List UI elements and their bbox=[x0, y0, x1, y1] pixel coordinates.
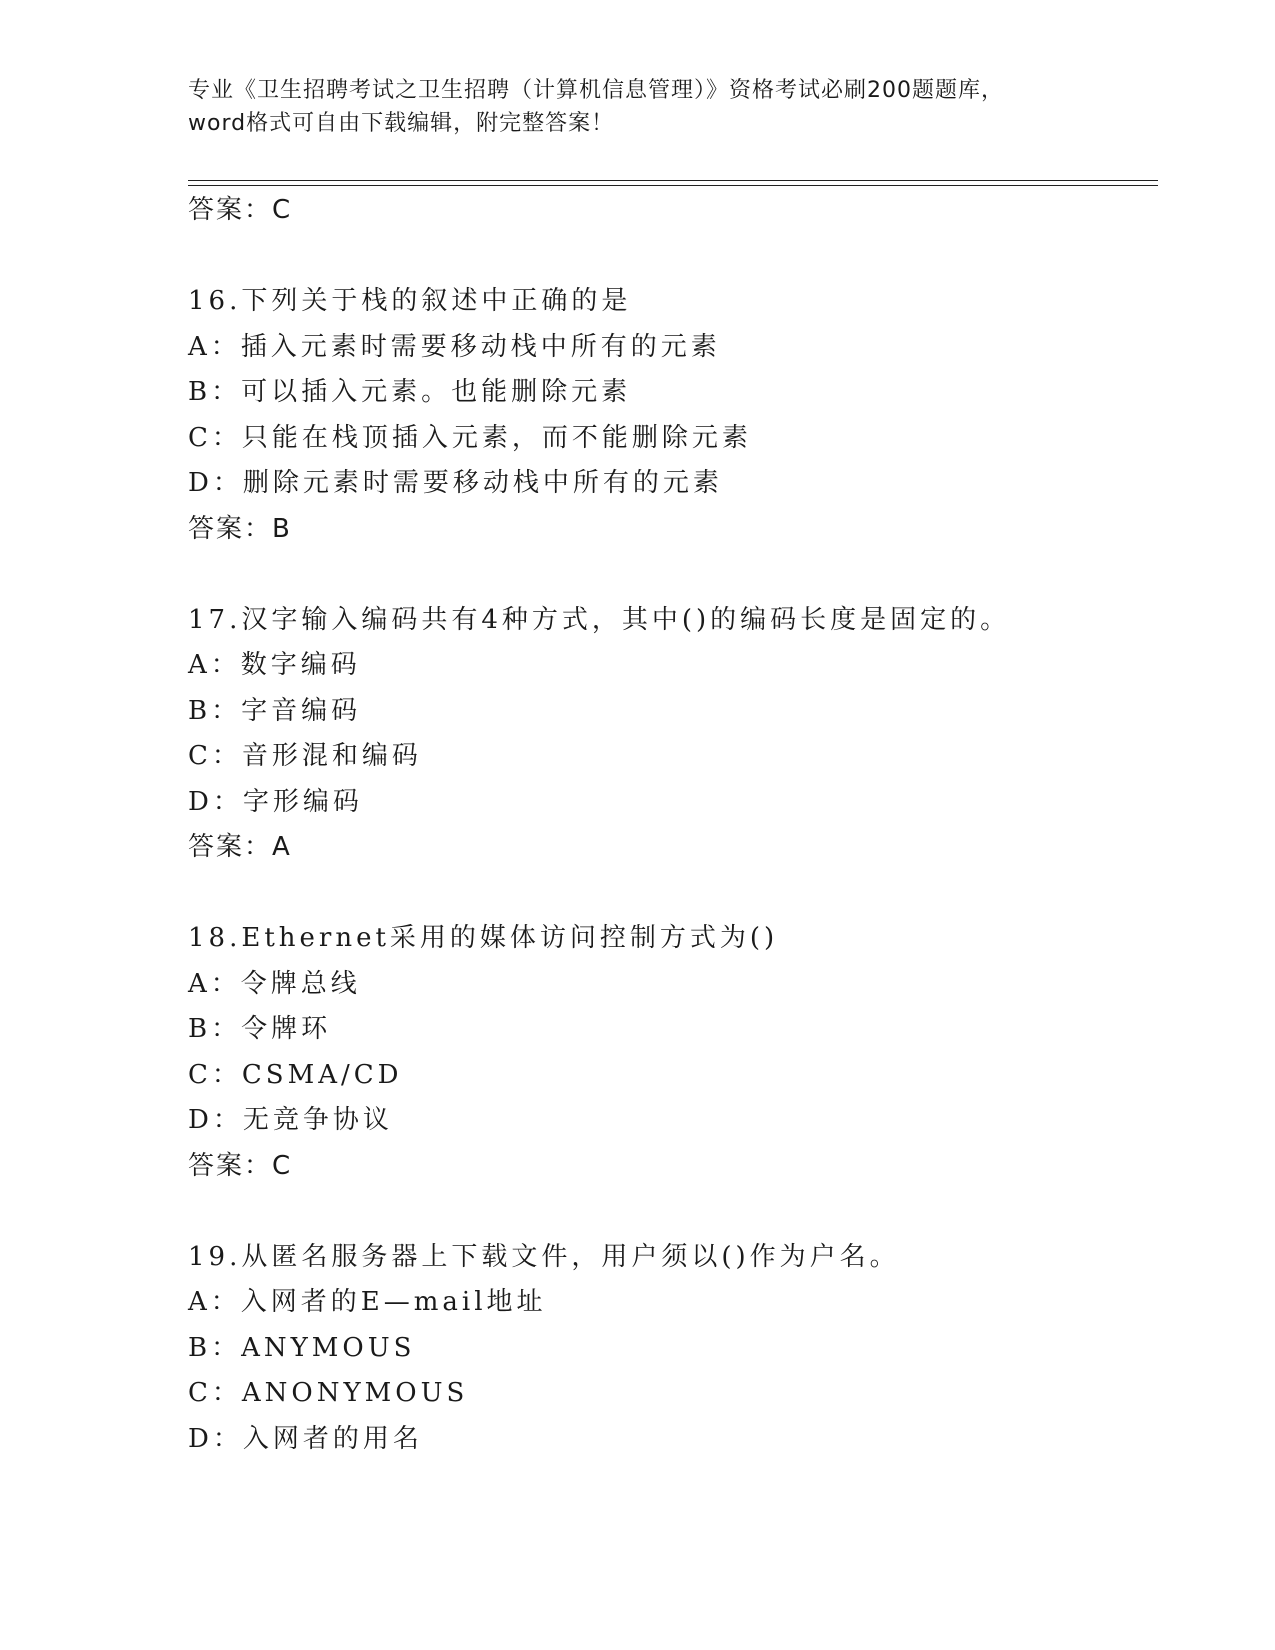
option-a: A：数字编码 bbox=[188, 650, 361, 680]
spacer bbox=[188, 1189, 1148, 1235]
spacer bbox=[188, 234, 1148, 280]
document-header bbox=[188, 74, 1088, 140]
question-16 bbox=[188, 279, 1148, 552]
option-b: B：字音编码 bbox=[188, 695, 362, 726]
question-17 bbox=[188, 598, 1148, 871]
option-d: D：入网者的用名 bbox=[188, 1423, 423, 1454]
option-c: C：音形混和编码 bbox=[188, 741, 422, 771]
question-19 bbox=[188, 1235, 1148, 1463]
option-a: A：入网者的E—mail地址 bbox=[188, 1287, 547, 1317]
option-d: D：无竞争协议 bbox=[188, 1105, 393, 1135]
option-b: B：令牌环 bbox=[188, 1014, 332, 1044]
spacer bbox=[188, 552, 1148, 598]
option-d: D：字形编码 bbox=[188, 786, 363, 817]
question-18 bbox=[188, 916, 1148, 1189]
option-a: A：插入元素时需要移动栈中所有的元素 bbox=[188, 331, 721, 362]
answer: 答案：C bbox=[188, 1150, 293, 1181]
question-stem: 18.Ethernet采用的媒体访问控制方式为() bbox=[188, 923, 779, 953]
option-a: A：令牌总线 bbox=[188, 968, 361, 999]
header-divider-bottom bbox=[188, 185, 1158, 186]
question-list bbox=[188, 188, 1148, 1462]
header-line-1: 专业《卫生招聘考试之卫生招聘（计算机信息管理）》资格考试必刷200题题库， bbox=[188, 78, 1004, 103]
option-b: B：可以插入元素。也能删除元素 bbox=[188, 377, 632, 407]
question-stem: 17.汉字输入编码共有4种方式，其中()的编码长度是固定的。 bbox=[188, 604, 1011, 635]
question-stem: 16.下列关于栈的叙述中正确的是 bbox=[188, 286, 632, 316]
question-stem: 19.从匿名服务器上下载文件，用户须以()作为户名。 bbox=[188, 1241, 900, 1272]
previous-answer: 答案：C bbox=[188, 195, 293, 225]
header-divider-top bbox=[188, 180, 1158, 181]
option-b: B：ANYMOUS bbox=[188, 1332, 416, 1363]
spacer bbox=[188, 871, 1148, 917]
option-d: D：删除元素时需要移动栈中所有的元素 bbox=[188, 468, 723, 498]
header-line-2: word格式可自由下载编辑，附完整答案！ bbox=[188, 111, 615, 136]
option-c: C：只能在栈顶插入元素，而不能删除元素 bbox=[188, 422, 752, 453]
answer: 答案：A bbox=[188, 832, 292, 862]
option-c: C：ANONYMOUS bbox=[188, 1378, 469, 1408]
option-c: C：CSMA/CD bbox=[188, 1059, 403, 1090]
answer: 答案：B bbox=[188, 513, 292, 544]
